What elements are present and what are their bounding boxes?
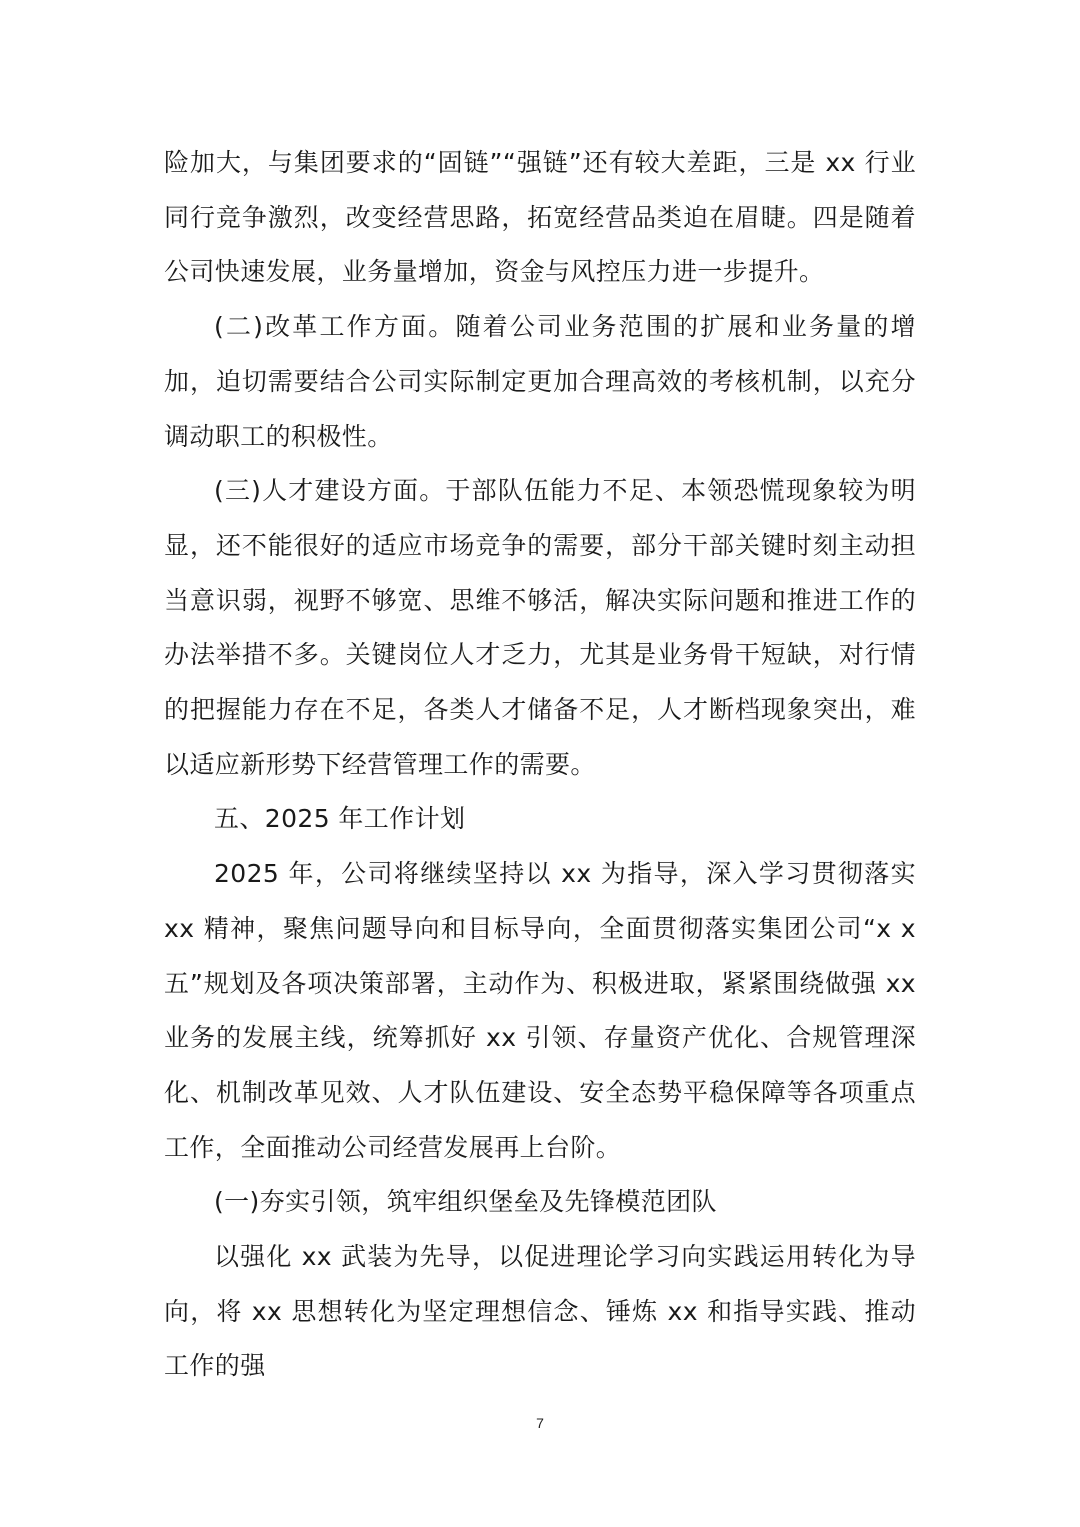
paragraph-strengthen-guidance: 以强化 xx 武装为先导，以促进理论学习向实践运用转化为导向，将 xx 思想转化为坚定理想信念、锤炼 xx 和指导实践、推动工作的强	[164, 1242, 916, 1381]
document-body	[164, 136, 916, 1394]
paragraph-reform-work: (二)改革工作方面。随着公司业务范围的扩展和业务量的增加，迫切需要结合公司实际制定更加合理高效的考核机制，以充分调动职工的积极性。	[164, 312, 916, 451]
page-number: 7	[536, 1415, 544, 1431]
paragraph-talent-building: (三)人才建设方面。于部队伍能力不足、本领恐慌现象较为明显，还不能很好的适应市场竞争的需要，部分干部关键时刻主动担当意识弱，视野不够宽、思维不够活，解决实际问题和推进工作的办法举措不多。关键岗位人才乏力，尤其是业务骨干短缺，对行情的把握能力存在不足，各类人才储备不足，人才断档现象突出，难以适应新形势下经营管理工作的需要。	[164, 476, 916, 779]
subheading-consolidate-leadership: (一)夯实引领，筑牢组织堡垒及先锋模范团队	[214, 1187, 717, 1217]
paragraph-2025-overview: 2025 年，公司将继续坚持以 xx 为指导，深入学习贯彻落实 xx 精神，聚焦问题导向和目标导向，全面贯彻落实集团公司“x x 五”规划及各项决策部署，主动作为、积极进取，紧紧围绕做强 xx 业务的发展主线，统筹抓好 xx 引领、存量资产优化、合规管理深化、机制改革见效、人才队伍建设、安全态势平稳保障等各项重点工作，全面推动公司经营发展再上台阶。	[164, 859, 916, 1162]
paragraph-continuation: 险加大，与集团要求的“固链”“强链”还有较大差距，三是 xx 行业同行竞争激烈，改变经营思路，拓宽经营品类迫在眉睫。四是随着公司快速发展，业务量增加，资金与风控压力进一步提升。	[164, 148, 916, 287]
section-heading-2025-plan: 五、2025 年工作计划	[214, 804, 466, 834]
